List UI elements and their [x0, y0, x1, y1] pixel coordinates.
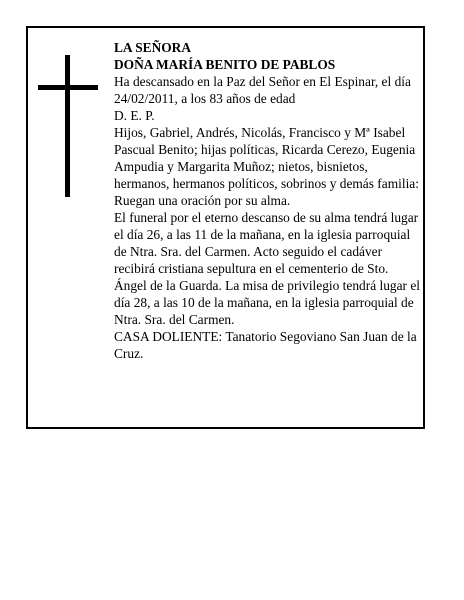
family-list: Hijos, Gabriel, Andrés, Nicolás, Francisco y Mª Isabel Pascual Benito; hijas políticas, Ricarda Cerezo, Eugenia Ampudia y Margarita Muñoz; nietos, bisnietos, hermanos, hermanos políticos, sobrinos y demás familia: [114, 125, 419, 191]
dep-line: D. E. P. [114, 108, 155, 123]
cross-horizontal-bar [38, 85, 98, 90]
funeral-details: El funeral por el eterno descanso de su alma tendrá lugar el día 26, a las 11 de la mañana, en la iglesia parroquial de Ntra. Sra. del Carmen. Acto seguido el cadáver recibirá cristiana sepultura en el cementerio de Sto. Ángel de la Guarda. La misa de privilegio tendrá lugar el día 28, a las 10 de la mañana, en la iglesia parroquial de Ntra. Sra. del Carmen. [114, 210, 421, 327]
death-statement: Ha descansado en la Paz del Señor en El Espinar, el día 24/02/2011, a los 83 años de edad [114, 74, 411, 106]
cross-icon [38, 55, 98, 197]
cross-vertical-bar [65, 55, 70, 197]
obituary-text [114, 39, 420, 362]
casa-doliente: CASA DOLIENTE: Tanatorio Segoviano San Juan de la Cruz. [114, 329, 417, 361]
prayer-request: Ruegan una oración por su alma. [114, 193, 291, 208]
obituary-heading: LA SEÑORA [114, 40, 192, 55]
deceased-name: DOÑA MARÍA BENITO DE PABLOS [114, 57, 336, 72]
